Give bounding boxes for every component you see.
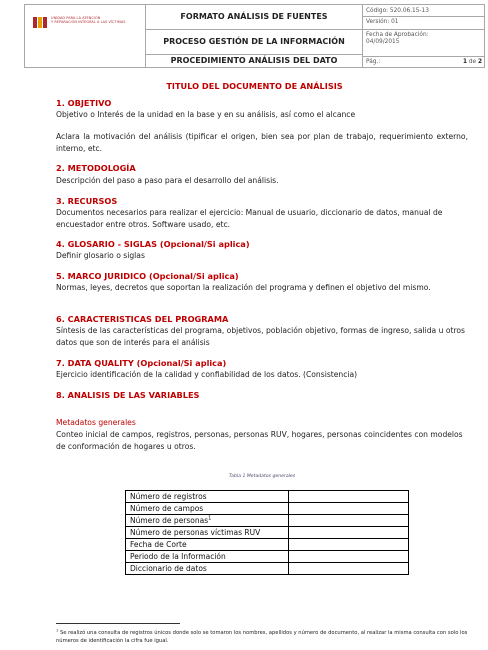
section-heading-marco-juridico (56, 271, 239, 281)
footnote (56, 629, 476, 645)
table-cell-label: Fecha de Corte (126, 539, 289, 551)
metadata-subtitle: Metadatos generales (56, 418, 136, 427)
logo-line-2: Y REPARACIÓN INTEGRAL A LAS VÍCTIMAS (51, 20, 126, 25)
optional-tag: (Opcional/Si aplica) (148, 271, 239, 281)
objetivo-motivation: Aclara la motivación del análisis (tipificar el origen, bien sea por plan de trabajo, requerimiento externo, interno, etc. (56, 132, 468, 153)
institution-logo-icon (33, 17, 47, 28)
footnote-ref[interactable]: 1 (208, 515, 212, 522)
table-cell-value (289, 551, 409, 563)
table-row (126, 551, 409, 563)
footnote-text: Se realizó una consulta de registros únicos donde solo se tomaron los nombres, apellidos y número de documento, al realizar la misma consulta con solo los números de identificación la cifra fue igual. (56, 630, 468, 644)
table-cell-label: Periodo de la Información (126, 551, 289, 563)
section-heading-analisis-variables: 8. ANALISIS DE LAS VARIABLES (56, 390, 200, 400)
table-cell-value (289, 515, 409, 527)
table-row (126, 563, 409, 575)
row-label: Número de personas (130, 516, 209, 525)
section-heading-metodologia: 2. METODOLOGÍA (56, 163, 136, 173)
optional-tag: (Opcional/Si aplica) (159, 239, 250, 249)
section-heading-data-quality (56, 358, 226, 368)
process-name: PROCESO GESTIÓN DE LA INFORMACIÓN (146, 30, 362, 55)
format-title: FORMATO ANÁLISIS DE FUENTES (146, 5, 362, 30)
table-cell-label: Número de personas víctimas RUV (126, 527, 289, 539)
approval-label: Fecha de Aprobación: (366, 32, 429, 38)
section-heading-recursos: 3. RECURSOS (56, 196, 118, 206)
table-cell-value (289, 491, 409, 503)
logo-line-1: UNIDAD PARA LA ATENCIÓN (51, 16, 101, 20)
approval-block (366, 32, 482, 47)
header-titles (146, 5, 363, 67)
table-row (126, 515, 409, 527)
marco-juridico-text: Normas, leyes, decretos que soportan la realización del programa y definen el objetivo del mismo. (56, 283, 431, 292)
data-quality-heading-text: 7. DATA QUALITY (56, 358, 134, 368)
table-cell-label: Diccionario de datos (126, 563, 289, 575)
data-quality-text: Ejercicio identificación de la calidad y confiabilidad de los datos. (Consistencia) (56, 370, 358, 379)
table-row (126, 491, 409, 503)
table-cell-value (289, 527, 409, 539)
table-row (126, 539, 409, 551)
logo-text (51, 16, 125, 24)
table-row (126, 527, 409, 539)
objetivo-text: Objetivo o Interés de la unidad en la base y en su análisis, así como el alcance (56, 110, 356, 119)
table-caption: Tabla 1 Metadatos generales (228, 474, 296, 479)
table-cell-value (289, 539, 409, 551)
document-code: Código: 520.06.15-13 (366, 8, 429, 14)
page-number (463, 59, 482, 65)
document-title: TITULO DEL DOCUMENTO DE ANÁLISIS (166, 81, 343, 91)
optional-tag: (Opcional/Si aplica) (136, 358, 227, 368)
glosario-heading-text: 4. GLOSARIO - SIGLAS (56, 239, 158, 249)
footnote-number: 1 (56, 628, 59, 633)
procedure-name: PROCEDIMIENTO ANÁLISIS DEL DATO (170, 56, 338, 65)
glosario-text: Definir glosario o siglas (56, 251, 145, 260)
divider (363, 16, 485, 17)
page-of: de (468, 59, 477, 65)
section-heading-objetivo: 1. OBJETIVO (56, 98, 112, 108)
metadata-text: Conteo inicial de campos, registros, personas, personas RUV, hogares, personas coincidentes con modelos de conformación de hogares u otros. (56, 430, 463, 451)
footnote-separator (56, 623, 180, 624)
document-header (24, 4, 485, 68)
table-cell-label: Número de registros (126, 491, 289, 503)
marco-heading-text: 5. MARCO JURIDICO (56, 271, 147, 281)
table-row (126, 503, 409, 515)
page-label: Pág.: (366, 59, 381, 65)
divider (363, 56, 485, 57)
logo-cell (25, 5, 146, 67)
table-cell-value (289, 503, 409, 515)
metadata-table (125, 490, 409, 575)
recursos-text: Documentos necesarios para realizar el ejercicio: Manual de usuario, diccionario de datos, manual de encuestador entre otros. Software usado, etc. (56, 208, 443, 229)
table-cell-value (289, 563, 409, 575)
document-version: Versión: 01 (366, 19, 399, 25)
table-cell-label: Número de campos (126, 503, 289, 515)
table-cell-label (126, 515, 289, 527)
page-total: 2 (477, 59, 482, 65)
approval-date: 04/09/2015 (366, 39, 400, 46)
metodologia-text: Descripción del paso a paso para el desarrollo del análisis. (56, 176, 279, 185)
page-current: 1 (462, 59, 468, 65)
divider (363, 29, 485, 30)
caracteristicas-text: Síntesis de las características del programa, objetivos, población objetivo, formas de ingreso, salida u otros datos que son de interés para el análisis (56, 326, 466, 347)
section-heading-caracteristicas: 6. CARACTERISTICAS DEL PROGRAMA (56, 314, 229, 324)
header-meta (363, 5, 485, 67)
section-heading-glosario (56, 239, 250, 249)
